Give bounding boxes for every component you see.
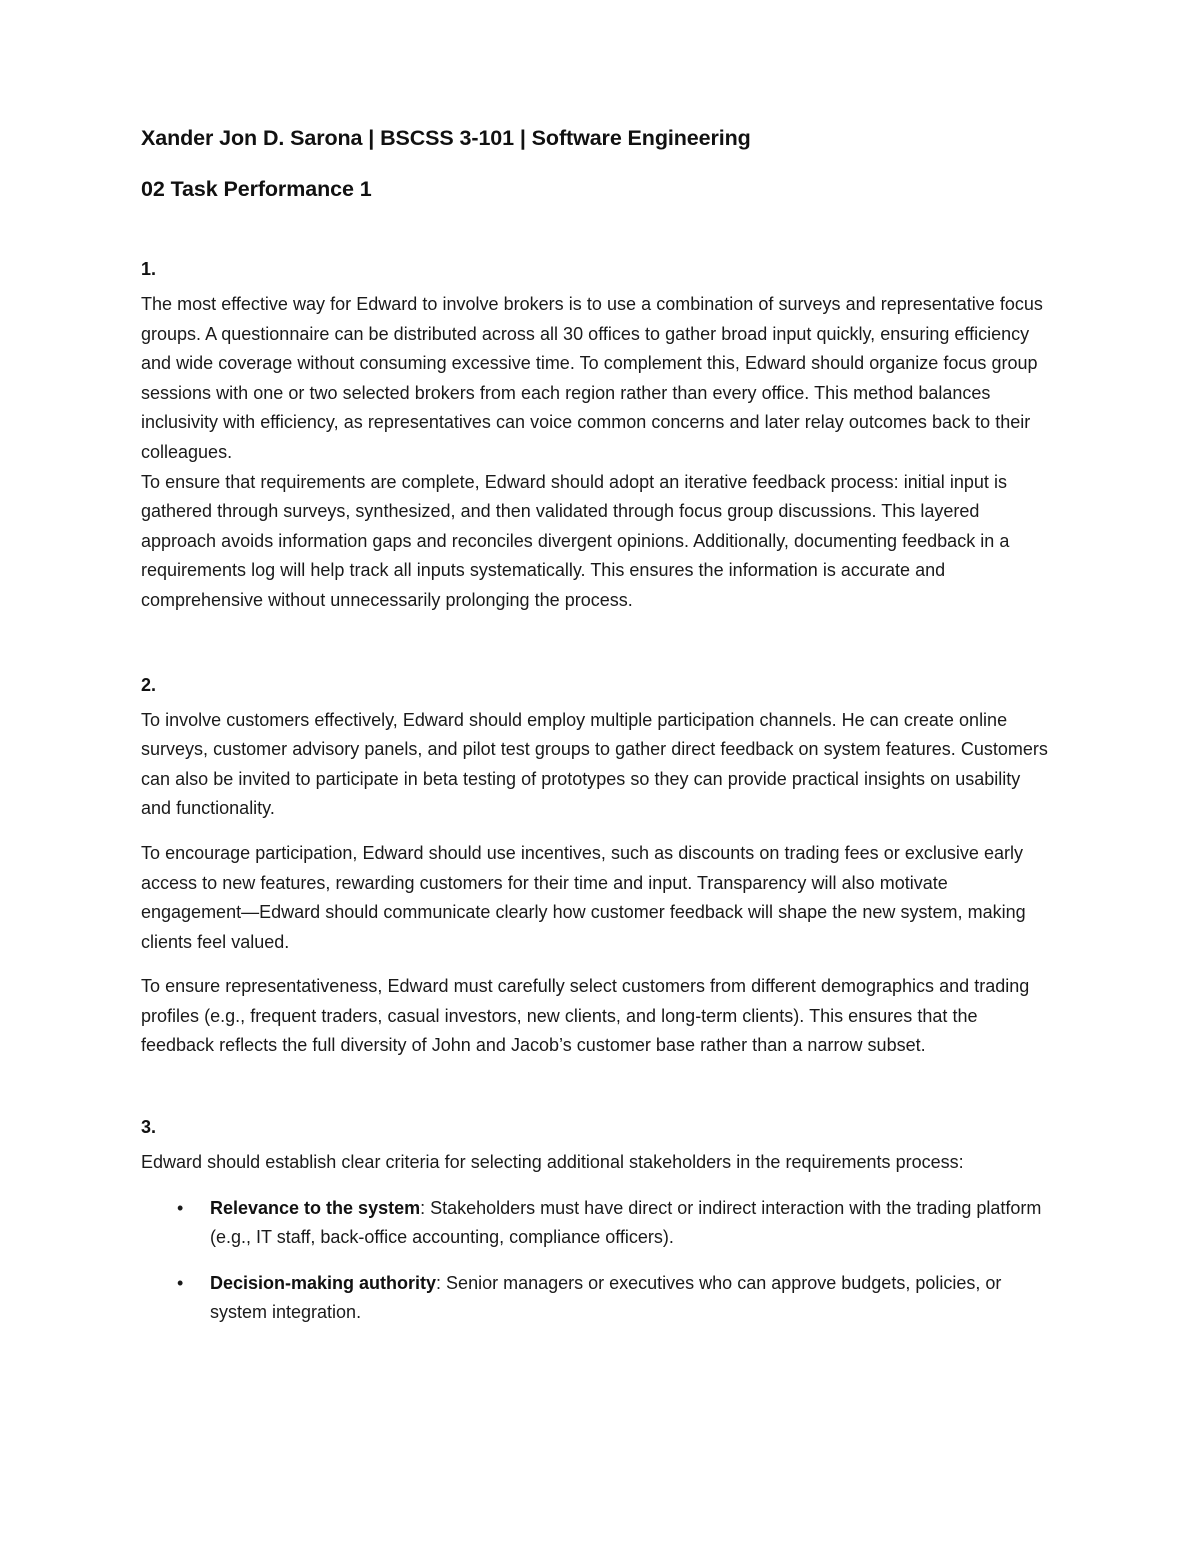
bullet-point-icon: • bbox=[177, 1197, 184, 1218]
spacer-after-title bbox=[141, 200, 1052, 260]
section-3-number: 3. bbox=[141, 1117, 157, 1138]
list-item bbox=[141, 1194, 1052, 1253]
bullet-2-description: : Senior managers or executives who can approve budgets, policies, or system integration. bbox=[210, 1272, 1002, 1323]
section-2-paragraph-1: To involve customers effectively, Edward should employ multiple participation channels. He can create online surveys, customer advisory panels, and pilot test groups to gather direct feedback on system features. Customers can also be invited to participate in beta testing of prototypes so they can provide practical insights on usability and functionality. bbox=[141, 709, 1048, 819]
section-2-paragraph-3: To ensure representativeness, Edward must carefully select customers from different demographics and trading profiles (e.g., frequent traders, casual investors, new clients, and long-term clients). This ensures that the feedback reflects the full diversity of John and Jacob’s customer base rather than a narrow subset. bbox=[141, 976, 1030, 1056]
bullet-point-icon: • bbox=[177, 1272, 184, 1293]
section-1 bbox=[141, 260, 1052, 616]
section-2-number: 2. bbox=[141, 674, 157, 695]
list-item bbox=[141, 1269, 1052, 1328]
document-title-line-2: 02 Task Performance 1 bbox=[141, 176, 372, 201]
section-2 bbox=[141, 676, 1052, 1062]
section-3-intro: Edward should establish clear criteria for selecting additional stakeholders in the requirements process: bbox=[141, 1152, 964, 1173]
section-1-paragraph-1: The most effective way for Edward to involve brokers is to use a combination of surveys and representative focus groups. A questionnaire can be distributed across all 30 offices to gather broad input quickly, ensuring efficiency and wide coverage without consuming excessive time. To complement this, Edward should organize focus group sessions with one or two selected brokers from each region rather than every office. This method balances inclusivity with efficiency, as representatives can voice common concerns and later relay outcomes back to their colleagues. bbox=[141, 294, 1043, 462]
stakeholder-criteria-list bbox=[141, 1194, 1052, 1328]
spacer-before-section-2 bbox=[141, 616, 1052, 676]
spacer-before-section-3 bbox=[141, 1061, 1052, 1118]
bullet-1-description: : Stakeholders must have direct or indirect interaction with the trading platform (e.g., IT staff, back-office accounting, compliance officers). bbox=[210, 1197, 1042, 1248]
section-1-paragraph-2: To ensure that requirements are complete, Edward should adopt an iterative feedback process: initial input is gathered through surveys, synthesized, and then validated through focus group discussions. This layered approach avoids information gaps and reconciles divergent opinions. Additionally, documenting feedback in a requirements log will help track all inputs systematically. This ensures the information is accurate and comprehensive without unnecessarily prolonging the process. bbox=[141, 471, 1010, 610]
document-body bbox=[141, 128, 1052, 1328]
section-3 bbox=[141, 1118, 1052, 1328]
section-1-number: 1. bbox=[141, 259, 157, 279]
section-2-paragraph-2: To encourage participation, Edward should use incentives, such as discounts on trading fees or exclusive early access to new features, rewarding customers for their time and input. Transparency will also motivate engagement—Edward should communicate clearly how customer feedback will shape the new system, making clients feel valued. bbox=[141, 842, 1026, 952]
bullet-1-term: Relevance to the system bbox=[210, 1197, 421, 1218]
bullet-2-term: Decision-making authority bbox=[210, 1272, 437, 1293]
document-title-line-1: Xander Jon D. Sarona | BSCSS 3-101 | Software Engineering bbox=[141, 126, 751, 150]
